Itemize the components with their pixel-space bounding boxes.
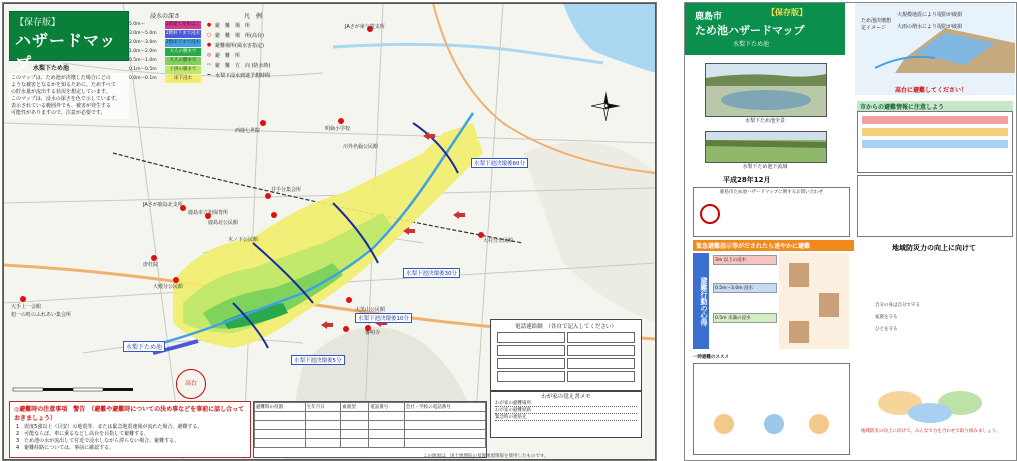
edition-label: 【保存版】	[15, 18, 61, 28]
place-label: JAさが鹿島北支所	[143, 202, 183, 208]
contact-cell[interactable]	[497, 358, 565, 369]
depth-legend-row	[129, 21, 201, 29]
legend-label: 避 難 場 所	[215, 22, 251, 29]
contact-cell[interactable]	[567, 332, 635, 343]
note-line: 1 震度5強以上（目安）の地震等、または緊急地震速報が流れた場合、避難する。	[16, 424, 203, 430]
table-header: 電話番号	[369, 403, 405, 412]
photo-caption: 水梨下ため池下流域	[742, 164, 788, 170]
depth-legend-row	[129, 57, 201, 65]
depth-swatch: 2階軒下まで浸水	[165, 31, 201, 36]
diagram-label: ため池決壊想定イメージ	[861, 18, 892, 31]
place-label: 大手上一会館	[11, 304, 42, 310]
hill-site-icon: ○	[206, 32, 212, 38]
symbol-legend	[203, 11, 303, 80]
depth-range: 0.5m〜1.0m	[129, 58, 157, 63]
contact-cell[interactable]	[567, 371, 635, 382]
right-point: ひとを守る	[875, 327, 898, 332]
place-label: 西鹿七世院	[235, 128, 261, 134]
cooperation-diagram	[875, 383, 985, 423]
depth-swatch: 床下浸水	[165, 75, 201, 83]
flow-diagram-box	[857, 175, 1013, 237]
step-box: 0.5m〜3.0m 浸水	[713, 283, 777, 293]
depth-swatch: 大人の膝まで	[165, 57, 201, 65]
right-point: 自分の身は自分で守る	[875, 303, 920, 308]
orange-header: 緊急避難指示等がだされたら速やかに避難	[693, 240, 854, 251]
arrival-time-label: 水梨下池決壊後30分	[403, 268, 460, 278]
legend-item	[203, 50, 303, 60]
arrival-time-label: 水梨下池決壊後5分	[291, 355, 345, 365]
evacuation-notes	[9, 401, 251, 458]
depth-legend-title: 浸水の深さ	[149, 13, 180, 20]
table-row[interactable]	[255, 439, 486, 448]
arrival-time-label: 水梨下池決壊後60分	[471, 158, 528, 168]
bottom-note: 地域防災の向上に向けて、みんなで力を合わせて取り組みましょう。	[861, 429, 1001, 434]
info-header: 市からの避難情報に注意しよう	[857, 101, 1013, 112]
depth-swatch: 子供の膝まで	[165, 66, 201, 74]
scale-bar	[13, 388, 133, 391]
diagram-point: 大雨の増水により堤防が破損	[897, 24, 963, 30]
place-label: 木ノ下公民館	[228, 237, 259, 243]
depth-swatch: 2階床下まで浸水	[165, 40, 201, 45]
depth-legend-row	[129, 75, 201, 83]
issue-date: 平成28年12月	[723, 176, 771, 184]
legend-item	[203, 70, 303, 80]
contact-network-box	[490, 319, 642, 391]
place-label: 大殿分公民館	[153, 284, 184, 290]
notes-title: ◎避難時の注意事項 警告 （避難や避難時についての決め事などを事前に話し合っておきましょう）	[14, 406, 245, 422]
contact-cell[interactable]	[497, 345, 565, 356]
place-label: 大黒山公民館	[355, 307, 386, 313]
brochure-panel	[684, 2, 1017, 461]
right-point: 家族を守る	[875, 315, 898, 320]
depth-swatch: 大人の腰まで	[165, 48, 201, 56]
memo-line: わが家の避難経路	[495, 407, 637, 414]
depth-range: 1.0m〜2.0m	[129, 49, 157, 54]
evacuation-arrow-icon: ⇨	[206, 62, 212, 68]
depth-legend-row	[129, 30, 201, 38]
behavior-column: 避難行動の心得	[693, 253, 709, 349]
contact-info-title: 鹿島市ため池ハザードマップに関するお問い合わせ	[719, 190, 824, 195]
contact-title: 電話連絡網 （各自で記入してください）	[515, 324, 617, 330]
arrival-line-icon: ━	[207, 72, 211, 78]
flood-site-icon: ●	[206, 42, 212, 48]
brochure-subtitle: 水梨下ため池	[733, 41, 770, 48]
place-label: 大村分公民館	[483, 238, 514, 244]
contact-cell[interactable]	[567, 358, 635, 369]
contact-info-box	[693, 187, 850, 237]
contact-grid	[497, 332, 635, 382]
place-label: 川外名倫公民館	[343, 144, 379, 150]
city-emblem-icon	[700, 204, 720, 224]
tips-title: 一時避難のススメ	[693, 355, 729, 360]
contact-cell[interactable]	[567, 345, 635, 356]
legend-item	[203, 60, 303, 70]
intro-line: の貯水量が流出する状況を想定しています。	[11, 89, 111, 95]
memo-box	[490, 391, 642, 438]
brochure-title: ため池ハザードマップ	[695, 24, 805, 37]
note-line: 2 可能ならば、車に乗るなどし高台を目指して避難する。	[16, 431, 150, 437]
legend-item	[203, 20, 303, 30]
legend-label: 避 難 方 向 (防水時)	[215, 62, 271, 69]
alert-level-bar	[862, 116, 1008, 124]
symbol-legend-title: 凡 例	[243, 13, 262, 20]
table-header: 会社・学校の電話番号	[404, 403, 485, 412]
alert-level-bar	[862, 128, 1008, 136]
arrival-time-label: 水梨下池決壊後10分	[355, 313, 412, 323]
intro-line: 可能性がありますので、注意が必要です。	[11, 110, 106, 116]
note-line: 4 避難経路については、事前に確認する。	[16, 445, 115, 451]
table-row[interactable]	[255, 412, 486, 421]
depth-legend	[129, 11, 201, 83]
city-name: 鹿島市	[695, 12, 723, 22]
table-row[interactable]	[255, 430, 486, 439]
alert-level-bar	[862, 140, 1008, 148]
place-label: 審明寺	[365, 330, 381, 336]
place-label: 鹿島市立旭保育所	[188, 210, 229, 216]
depth-legend-row	[129, 48, 201, 56]
depth-range: 2.0m〜3.0m	[129, 40, 157, 45]
place-label: 明倫小学校	[325, 126, 351, 132]
legend-label: 避難場所(風水害指定)	[215, 42, 264, 49]
pond-photo	[705, 63, 827, 117]
legend-label: 避 難 所	[215, 52, 241, 59]
evacuation-site-icon: ●	[206, 22, 212, 28]
depth-range: 5.0m〜	[129, 22, 146, 27]
legend-item	[203, 30, 303, 40]
place-label: 井手分集会所	[271, 187, 302, 193]
step-box: 0.5m 未満の浸水	[713, 313, 777, 323]
legend-label: 避 難 場 所(高台)	[215, 32, 264, 39]
table-header: 血液型	[341, 403, 369, 412]
alert-info-box	[857, 111, 1013, 173]
depth-legend-row	[129, 66, 201, 74]
place-label: 鹿島北公民館	[208, 220, 239, 226]
map-title: ハザードマップ	[15, 31, 117, 73]
high-ground-marker: 高台	[176, 369, 206, 399]
legend-item	[203, 40, 303, 50]
memo-line: 緊急時の連絡先	[495, 414, 637, 421]
map-subtitle: 水梨下ため池	[33, 65, 70, 72]
contact-cell[interactable]	[497, 371, 565, 382]
depth-range: 0.0m〜0.1m	[129, 76, 157, 81]
legend-label: 水梨下浸水到達予想時間	[215, 72, 271, 79]
right-section-title: 地域防災力の向上に向けて	[892, 244, 976, 252]
table-header: 生年月日	[305, 403, 341, 412]
north-arrow-icon	[591, 91, 621, 121]
intro-line: 表示されている範囲外でも、被害が発生する	[11, 103, 112, 109]
table-header: 避難時の役割	[255, 403, 306, 412]
step-box: 3m 以上の浸水	[713, 255, 777, 265]
place-label: 唐杜院	[143, 262, 159, 268]
brochure-title-box	[685, 3, 845, 55]
brochure-edition: 【保存版】	[767, 8, 807, 17]
place-label: 旭一の町のふれあい集会所	[11, 312, 72, 318]
photo-caption: 水梨下ため池全景	[744, 118, 785, 124]
family-info-table	[253, 401, 487, 458]
memo-title: わが家の覚え書メモ	[541, 394, 591, 400]
map-footer-note: この地図は、国土地理院の基盤地図情報を使用したものです。	[423, 454, 549, 459]
collapse-diagram	[855, 3, 1015, 95]
shelter-icon: ◎	[206, 52, 212, 58]
note-line: 3 ため池の水が流出して付近で浸水しながら滞らない場合、避難する。	[16, 438, 180, 444]
place-label: JAさが東与賀支所	[345, 24, 385, 30]
table-row[interactable]	[255, 421, 486, 430]
depth-range: 3.0m〜5.0m	[129, 31, 157, 36]
depth-range: 0.1m〜0.5m	[129, 67, 157, 72]
alert-text: 高台に避難してください！	[895, 87, 968, 94]
intro-line: ような被害となるかを知るために、ためすべて	[11, 82, 116, 88]
diagram-point: 大規模地震により堤防が破損	[897, 12, 963, 18]
memo-line: わが家の避難場所	[495, 400, 637, 407]
intro-line: このマップは、ため池が決壊した場合にどの	[11, 75, 111, 81]
contact-cell[interactable]	[497, 332, 565, 343]
dam-label: 水梨下ため池	[123, 341, 165, 352]
tips-illustration	[694, 364, 849, 454]
map-intro	[9, 73, 129, 119]
evacuation-illustration	[779, 253, 849, 349]
tips-box	[693, 363, 850, 455]
downstream-photo	[705, 131, 827, 163]
depth-swatch: 2階建て屋根以上	[165, 22, 201, 27]
intro-line: このマップは、浸水の深さを色で示しています。	[11, 96, 121, 102]
hazard-map-sheet	[2, 2, 657, 461]
depth-legend-row	[129, 39, 201, 47]
